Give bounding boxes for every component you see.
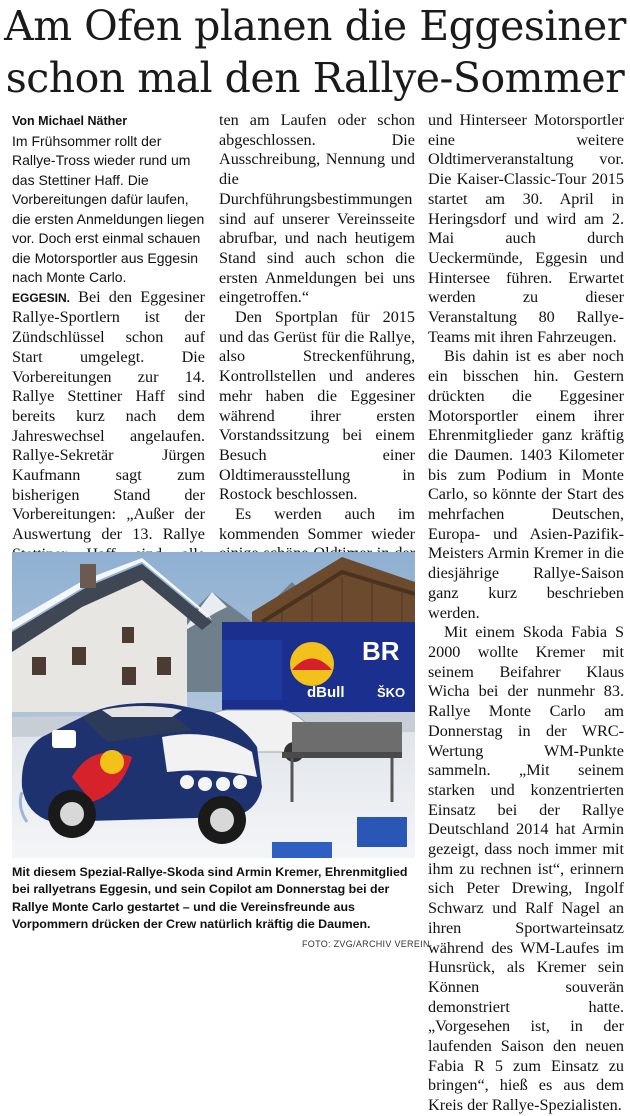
body-paragraph: und Hinterseer Motorsportler eine weitere Oldtimerveranstaltung vor. Die Kaiser-Classic-Tour 2015 startet am 30. April in Heringsdorf und wird am 2. Mai auch durch Ueckermünde, Eggesin und Hintersee führen. Erwartet werden zu dieser Veranstaltung 80 Rallye-Teams mit ihren Fahrzeugen.: [428, 111, 624, 346]
rally-car-photo: [12, 552, 415, 858]
dateline: EGGESIN.: [12, 290, 71, 305]
body-paragraph: Den Sportplan für 2015 und das Gerüst für die Rallye, also Streckenführung, Kontrollstellen und anderes mehr haben die Eggesiner während ihrer ersten Vorstandssitzung bei einem Besuch einer Oldtimerausstellung in Rostock beschlossen.: [219, 308, 415, 504]
body-paragraph: Mit einem Skoda Fabia S 2000 wollte Kremer mit seinem Beifahrer Klaus Wicha bei der nunmehr 83. Rallye Monte Carlo am Donnerstag in der WRC-Wertung WM-Punkte sammeln. „Mit seinem starken und konzentrierten Einsatz bei der Rallye Deutschland 2014 hat Armin gezeigt, dass noch immer mit ihm zu rechnen ist“, erinnern sich Peter Drewing, Ingolf Schwarz und Ralf Nagel an ihren Sportwarteinsatz während des WM-Laufes im Hunsrück, als Kremer sein Können souverän demonstriert hatte. „Vorgesehen ist, in der laufenden Saison den neuen Fabia R 5 zum Einsatz zu bringen“, hieß es aus dem Kreis der Rallye-Spezialisten.: [428, 623, 624, 1115]
headline-line-2: schon mal den Rallye-Sommer: [5, 54, 625, 102]
body-text: Bei den Eggesiner Rallye-Sportlern ist der Zündschlüssel schon auf Start umgelegt. Die Vorbereitungen zur 14. Rallye Stettiner Haff sind bereits kurz nach dem Jahreswechsel angelaufen. Rallye-Sekretär Jürgen Kaufmann sagt zum bisherigen Stand der Vorbereitungen: „Außer der Auswertung der 13. Rallye: [12, 287, 206, 544]
lead-paragraph: Im Frühsommer rollt der Rallye-Tross wieder rund um das Stettiner Haff. Die Vorbereitungen dafür laufen, die ersten Anmeldungen liegen vor. Doch erst einmal schauen die Motorsportler aus Eggesin nach Monte Carlo.: [12, 132, 205, 286]
photo-caption: Mit diesem Spezial-Rallye-Skoda sind Armin Kremer, Ehrenmitglied bei rallyetrans Eggesin, und sein Copilot am Donnerstag bei der Rallye Monte Carlo gestartet – und die Vereinsfreunde aus Vorpommern drücken der Crew natürlich kräftig die Daumen.: [12, 865, 408, 931]
headline-line-1: Am Ofen planen die Eggesiner: [4, 2, 626, 50]
byline: Von Michael Näther: [12, 114, 128, 128]
chimney: [80, 564, 96, 588]
truck-lettering: BR: [362, 636, 400, 666]
photo-illustration: [12, 552, 415, 858]
equipment-box: [357, 817, 407, 847]
column-1: [12, 112, 205, 584]
column-3: [428, 111, 624, 1116]
truck-lettering: ŠKO: [377, 685, 406, 700]
headline: [0, 0, 630, 104]
photo-credit: FOTO: ZVG/ARCHIV VEREIN: [302, 939, 430, 949]
body-paragraph: Bis dahin ist es aber noch ein bisschen hin. Gestern drückten die Eggesiner Motorsportler einem ihrer Ehrenmitglieder ganz kräftig die Daumen. 1403 Kilometer bis zum Podium in Monte Carlo, so könnte der Start des mehrfachen Deutschen, Europa- und Asien-Pazifik-Meisters Armin Kremer in die diesjährige Rallye-Saison ganz kurz beschrieben werden.: [428, 347, 624, 622]
body-paragraph: Es werden auch im kommenden Sommer wieder: [219, 505, 415, 543]
service-equipment: [292, 722, 402, 752]
body-paragraph: ten am Laufen oder schon abgeschlossen. Die Ausschreibung, Nennung und die Durchführungsbestimmungen sind auf unserer Vereinsseite abrufbar, und nach heutigem Stand sind auch schon die ersten Anmeldungen bei uns eingetroffen.“: [219, 111, 415, 307]
truck-lettering: dBull: [307, 684, 345, 701]
body-paragraph: [12, 288, 205, 585]
